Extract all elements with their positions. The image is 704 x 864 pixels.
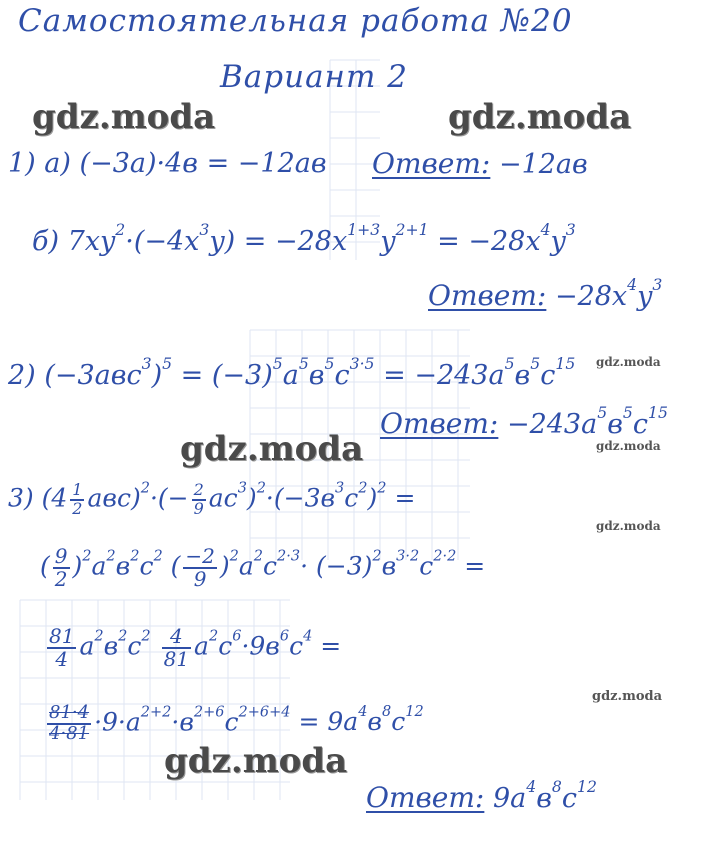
answer-word: Ответ:: [380, 407, 499, 440]
answer-word: Ответ:: [372, 147, 491, 180]
task2-answer: [380, 403, 668, 440]
task2-result: = $-243а^5в^5с^{15}$: [383, 354, 576, 391]
task1a-result: = −12ав: [206, 148, 327, 179]
task2-label: 2): [8, 360, 36, 391]
task3-result: = $9а^4в^8с^{12}$: [298, 704, 424, 737]
fraction-nine-halves: $\frac{9}{2}$: [54, 544, 68, 591]
task3-answer: [366, 777, 597, 814]
variant-title: Вариант 2: [220, 59, 408, 95]
task1b-answer-value: $-28x^4y^3$: [554, 275, 663, 312]
fraction-81-quarters: $\frac{81}{4}$: [49, 624, 75, 671]
task3-line-3: $\frac{81}{4}$ $а^2в^2с^2$ $\frac{4}{81}$ $а^2с^6\cdot 9в^6с^4$ =: [49, 624, 342, 671]
task1b-result: = $-28x^4y^3$: [437, 220, 576, 257]
answer-word: Ответ:: [428, 279, 547, 312]
fraction-4-over-81: $\frac{4}{81}$: [163, 624, 190, 671]
task3-line-4: $\frac{81\cdot 4}{4\cdot 81}$ $\cdot 9\cdot а^{2+2}\cdot в^{2+6}с^{2+6+4} = 9а^4в^8с^{12}$: [49, 702, 424, 744]
task2-answer-value: $-243а^5в^5с^{15}$: [506, 403, 668, 440]
watermark-small: gdz.moda: [596, 439, 661, 453]
fraction-cancelled: $\frac{81\cdot 4}{4\cdot 81}$: [49, 702, 90, 744]
fraction-minus-two-ninths: $\frac{-2}{9}$: [185, 544, 215, 591]
page-title: Самостоятельная работа №20: [18, 3, 573, 39]
task2-expression: $(-3авс^3)^5$: [44, 354, 173, 391]
fraction-one-half: $\frac{1}{2}$: [72, 480, 83, 518]
answer-word: Ответ:: [366, 781, 485, 814]
task1a-answer: [372, 147, 588, 180]
task1b-label: б): [32, 226, 60, 257]
task1b-step: = $-28x^{1+3}y^{2+1}$: [243, 220, 429, 257]
task1a-line: [8, 150, 327, 177]
task3-line-2: ( $\frac{9}{2}$ )$^2а^2в^2с^2$ ( $\frac{-2}{9}$ )$^2а^2с^{2\cdot 3}\cdot (-3)^2в^{3\cdot 2}с^{2\cdot 2}$ =: [40, 544, 486, 591]
watermark-logo: gdz.moda: [448, 97, 632, 137]
task2-line: [8, 354, 576, 391]
task3-answer-value: $9а^4в^8с^{12}$: [492, 777, 597, 814]
task1b-expression: $7xy^2\cdot(-4x^3y)$: [67, 220, 236, 257]
fraction-two-ninths: $\frac{2}{9}$: [193, 480, 204, 518]
watermark-logo: gdz.moda: [32, 97, 216, 137]
task1a-label: 1) а): [8, 148, 71, 179]
watermark-small: gdz.moda: [592, 689, 663, 704]
watermark-logo: gdz.moda: [164, 741, 348, 781]
task1b-line: [32, 220, 576, 257]
task1b-answer: [428, 275, 663, 312]
watermark-logo: gdz.moda: [180, 429, 364, 469]
task1a-answer-value: −12ав: [498, 149, 588, 180]
watermark-small: gdz.moda: [596, 355, 661, 369]
task1a-expression: (−3а)·4в: [79, 148, 198, 179]
task2-step: = $(-3)^5а^5в^5с^{3\cdot 5}$: [180, 354, 375, 391]
task3-label: 3): [8, 483, 34, 513]
task3-line-1: 3) (4 $\frac{1}{2}$ авс)$^2$·(− $\frac{2}{9}$ $ас^3)^2\cdot(-3в^3с^2)^2$ =: [8, 480, 416, 518]
watermark-small: gdz.moda: [596, 519, 661, 533]
